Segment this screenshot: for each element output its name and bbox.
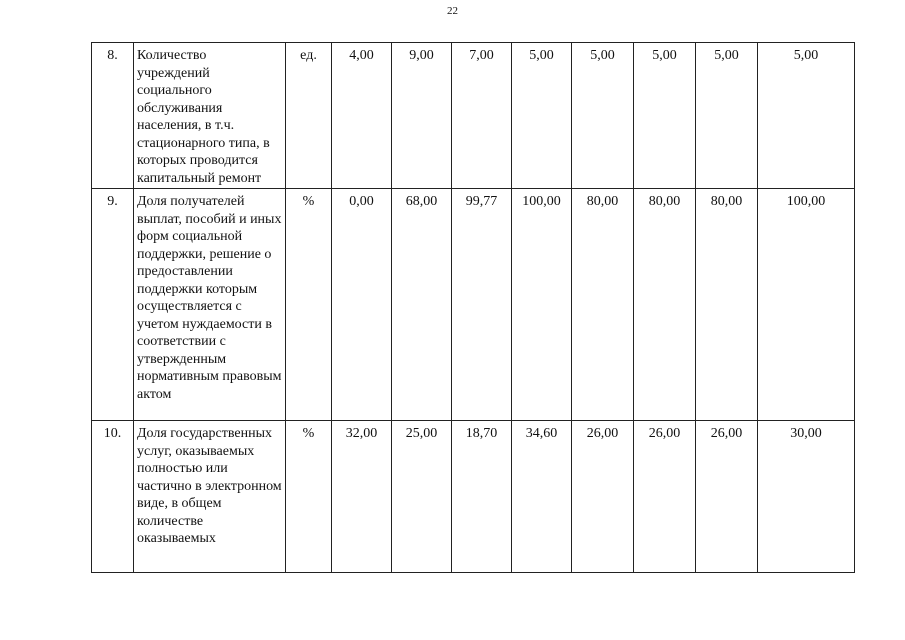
value-cell: 32,00 xyxy=(332,421,392,573)
value-cell: 26,00 xyxy=(634,421,696,573)
row-number: 9. xyxy=(92,189,134,421)
indicator-unit: % xyxy=(286,421,332,573)
value-cell: 4,00 xyxy=(332,43,392,189)
value-cell: 26,00 xyxy=(572,421,634,573)
value-cell: 5,00 xyxy=(572,43,634,189)
value-cell: 5,00 xyxy=(512,43,572,189)
value-cell: 100,00 xyxy=(758,189,855,421)
value-cell: 34,60 xyxy=(512,421,572,573)
indicator-description: Количество учреждений социального обслуживания населения, в т.ч. стационарного типа, в которых проводится капитальный ремонт xyxy=(134,43,286,189)
indicator-description: Доля получателей выплат, пособий и иных форм социальной поддержки, решение о предоставлении поддержки которым осуществляется с учетом нуждаемости в соответствии с утвержденным нормативным правовым актом xyxy=(134,189,286,421)
value-cell: 0,00 xyxy=(332,189,392,421)
value-cell: 7,00 xyxy=(452,43,512,189)
row-number: 8. xyxy=(92,43,134,189)
value-cell: 18,70 xyxy=(452,421,512,573)
indicators-table xyxy=(91,42,855,573)
table-row xyxy=(92,43,855,189)
value-cell: 30,00 xyxy=(758,421,855,573)
value-cell: 9,00 xyxy=(392,43,452,189)
row-number: 10. xyxy=(92,421,134,573)
indicator-description: Доля государственных услуг, оказываемых полностью или частично в электронном виде, в общем количестве оказываемых xyxy=(134,421,286,573)
value-cell: 26,00 xyxy=(696,421,758,573)
indicator-unit: ед. xyxy=(286,43,332,189)
page-number: 22 xyxy=(447,5,458,17)
value-cell: 80,00 xyxy=(572,189,634,421)
value-cell: 99,77 xyxy=(452,189,512,421)
value-cell: 5,00 xyxy=(696,43,758,189)
value-cell: 5,00 xyxy=(634,43,696,189)
table-row xyxy=(92,189,855,421)
indicator-unit: % xyxy=(286,189,332,421)
value-cell: 80,00 xyxy=(634,189,696,421)
value-cell: 25,00 xyxy=(392,421,452,573)
value-cell: 80,00 xyxy=(696,189,758,421)
table-row xyxy=(92,421,855,573)
value-cell: 5,00 xyxy=(758,43,855,189)
value-cell: 100,00 xyxy=(512,189,572,421)
value-cell: 68,00 xyxy=(392,189,452,421)
